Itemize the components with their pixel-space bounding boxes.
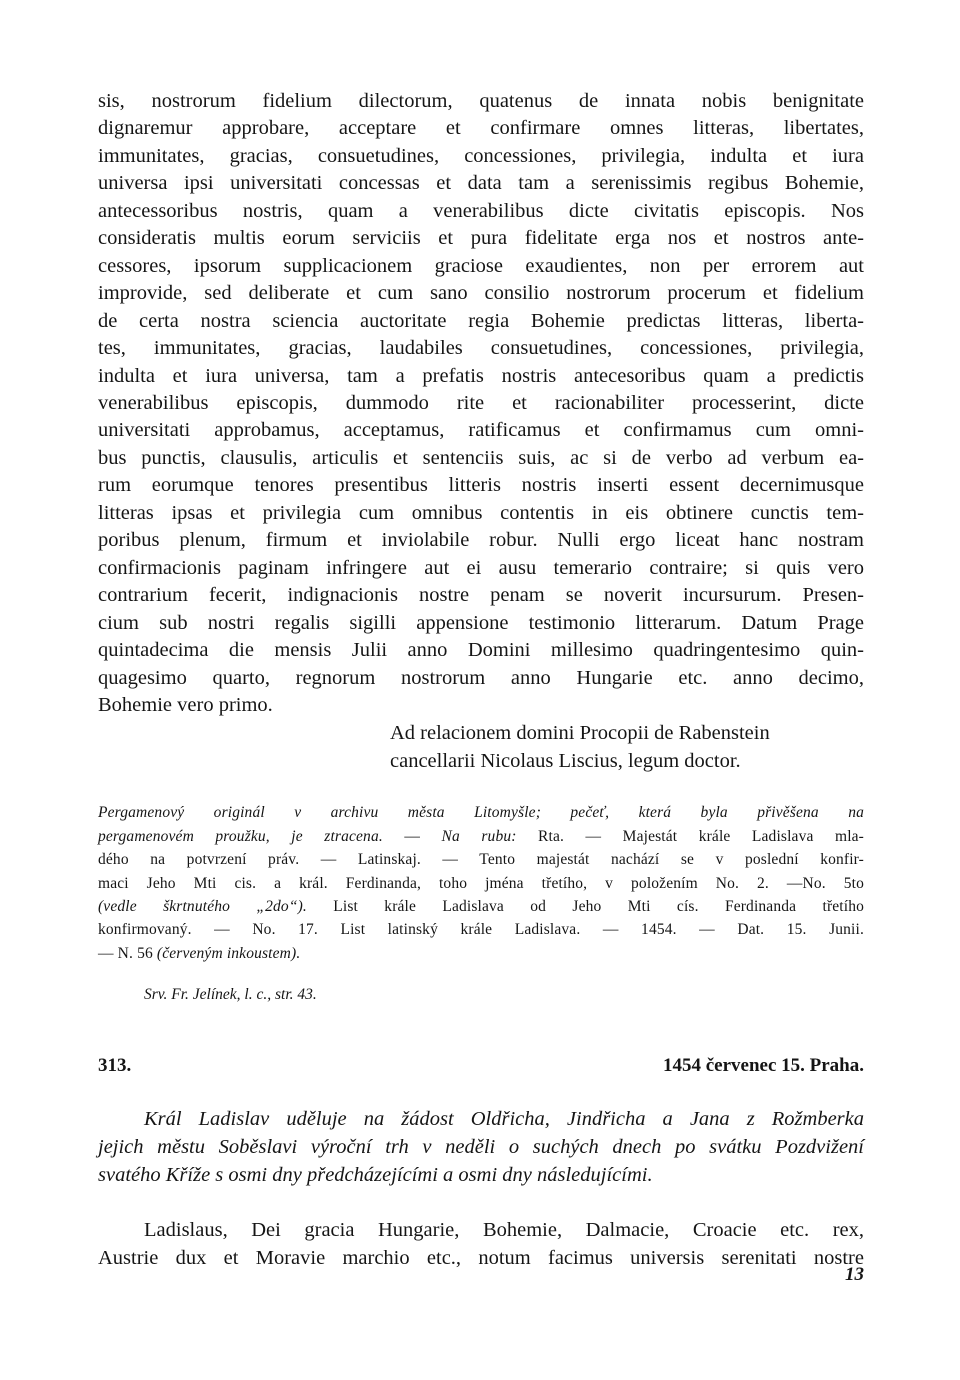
text-line: universa ipsi universitati concessas et data tam a serenissimis regibus Bohemie, — [98, 172, 864, 195]
note-text: List krále Ladislava od Jeho Mti cís. Ferdinanda třetího — [306, 897, 865, 915]
summary-line: Král Ladislav uděluje na žádost Oldřicha, Jindřicha a Jana z Rožmberka — [144, 1108, 864, 1131]
note-italic: Na rubu: — [441, 827, 517, 845]
note-italic: pergamenovém proužku, je ztracena. — [98, 827, 383, 845]
text-line: confirmacionis paginam infringere aut ei ausu temerario contraire; si quis vero — [98, 556, 864, 579]
document-summary — [98, 1105, 864, 1189]
document-date: 1454 červenec 15. Praha. — [662, 1055, 864, 1077]
note-text: Rta. — Majestát krále Ladislava mla- — [516, 827, 864, 845]
text-line: Ladislaus, Dei gracia Hungarie, Bohemie, Dalmacie, Croacie etc. rex, — [144, 1219, 864, 1242]
text-line: quagesimo quarto, regnorum nostrorum anno Hungarie etc. anno decimo, — [98, 666, 864, 689]
text-line: cium sub nostri regalis sigilli appensione testimonio litterarum. Datum Prage — [98, 611, 864, 634]
text-line: rum eorumque tenores presentibus litteris nostris inserti essent decernimusque — [98, 474, 864, 497]
text-line: dignaremur approbare, acceptare et confirmare omnes litteras, libertates, — [98, 117, 864, 140]
note-line — [98, 942, 864, 965]
note-italic: Pergamenový originál v archivu města Litomyšle; pečeť, která byla přivěšena na — [98, 804, 864, 822]
text-line: Bohemie vero primo. — [98, 693, 273, 716]
text-line: sis, nostrorum fidelium dilectorum, quatenus de innata nobis benignitate — [98, 90, 864, 112]
signature-line: Ad relacionem domini Procopii de Rabenstein — [390, 722, 770, 745]
text-line: contrarium fecerit, indignacionis nostre penam se noverit incursurum. Presen- — [98, 584, 864, 607]
main-text — [98, 88, 864, 719]
text-line: immunitates, gracias, consuetudines, concessiones, privilegia, indulta et iura — [98, 144, 864, 167]
note-line — [98, 801, 864, 824]
archival-notes — [98, 801, 864, 965]
summary-line: svatého Kříže s osmi dny předcházejícími a osmi dny následujícími. — [98, 1164, 653, 1187]
note-line: maci Jeho Mti cis. a král. Ferdinanda, toho jména třetího, v položením No. 2. —No. 5to — [98, 874, 864, 892]
text-line: consideratis multis eorum serviciis et pura fidelitate erga nos et nostros ante- — [98, 227, 864, 250]
text-line: venerabilibus episcopis, dummodo rite et racionabiliter processerint, dicte — [98, 391, 864, 414]
page-number: 13 — [845, 1264, 864, 1285]
document-body — [98, 1217, 864, 1272]
note-line: dého na potvrzení práv. — Latinskaj. — Tento majestát nachází se v poslední konfir- — [98, 851, 864, 869]
text-line: litteras ipsas et privilegia cum omnibus contentis in eis obtinere cunctis tem- — [98, 501, 864, 524]
page-content — [98, 88, 864, 1272]
text-line: poribus plenum, firmum et inviolabile robur. Nulli ergo liceat hanc nostram — [98, 529, 864, 552]
note-italic: (červeným inkoustem). — [156, 944, 301, 962]
text-line: cessores, ipsorum supplicacionem graciose exaudientes, non per errorem aut — [98, 254, 864, 277]
text-line: Austrie dux et Moravie marchio etc., notum facimus universis serenitati nostre — [98, 1246, 864, 1269]
note-line — [98, 825, 864, 848]
text-line: bus punctis, clausulis, articulis et sentenciis suis, ac si de verbo ad verbum ea- — [98, 446, 864, 469]
text-line: de certa nostra sciencia auctoritate regia Bohemie predictas litteras, liberta- — [98, 309, 864, 332]
text-line: universitati approbamus, acceptamus, ratificamus et confirmamus cum omni- — [98, 419, 864, 442]
note-line: konfirmovaný. — No. 17. List latinský krále Ladislava. — 1454. — Dat. 15. Junii. — [98, 921, 864, 939]
note-line — [98, 895, 864, 918]
text-line: antecessoribus nostris, quam a venerabilibus dicte civitatis episcopis. Nos — [98, 199, 864, 222]
text-line: indulta et iura universa, tam a prefatis nostris antecesoribus quam a predictis — [98, 364, 864, 387]
note-text: — N. 56 — [98, 944, 157, 962]
note-text: — — [382, 827, 442, 845]
document-number: 313. — [98, 1055, 132, 1077]
summary-line: jejich městu Soběslavi výroční trh v neděli o suchých dnech po svátku Pozdvižení — [98, 1136, 864, 1159]
document-heading — [98, 1054, 864, 1078]
text-line: tes, immunitates, gracias, laudabiles consuetudines, concessiones, privilegia, — [98, 337, 864, 360]
source-reference: Srv. Fr. Jelínek, l. c., str. 43. — [144, 986, 317, 1004]
text-line: improvide, sed deliberate et cum sano consilio nostrorum procerum et fidelium — [98, 282, 864, 305]
text-line: quintadecima die mensis Julii anno Domini millesimo quadringentesimo quin- — [98, 639, 864, 662]
note-italic: (vedle škrtnutého „2do“). — [98, 897, 307, 915]
signature-block — [390, 720, 864, 775]
signature-line: cancellarii Nicolaus Liscius, legum doctor. — [390, 749, 741, 772]
